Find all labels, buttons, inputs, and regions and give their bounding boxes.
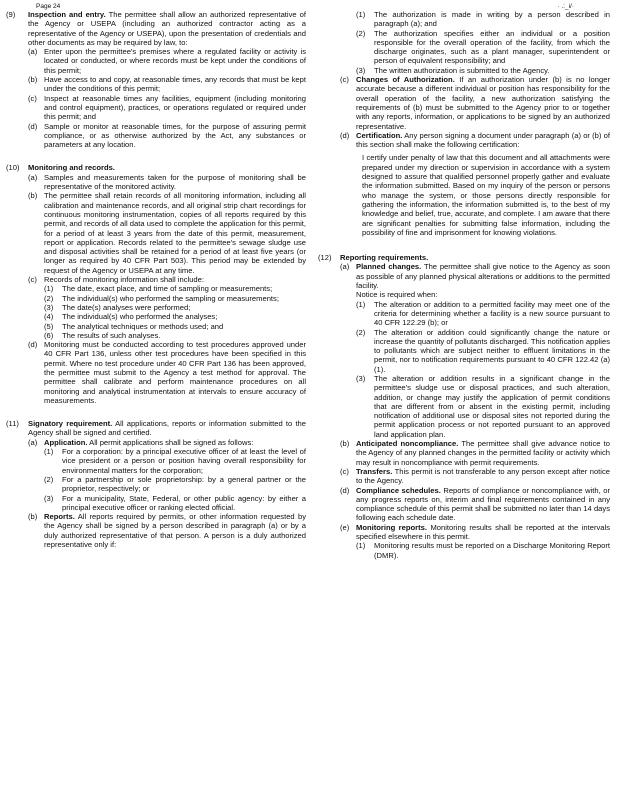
item-label: (a) xyxy=(28,47,38,57)
list-item xyxy=(28,512,306,549)
sub-item-text: The individual(s) who performed the sampling or measurements; xyxy=(62,293,279,303)
item-text: Enter upon the permittee's premises where a regulated facility or activity is located or conducted, or where records must be kept under the conditions of this permit; xyxy=(44,47,306,75)
item-label: (e) xyxy=(340,522,350,532)
sub-item-text: The analytical techniques or methods used; and xyxy=(62,321,224,331)
section-11 xyxy=(6,419,306,549)
item-title: Changes of Authorization. xyxy=(356,75,455,85)
item-body: All permit applications shall be signed as follows: xyxy=(89,437,254,447)
item-label: (a) xyxy=(28,172,38,182)
item-body: The permittee shall give notice to the Agency as soon as possible of any planned physical alterations or additions to the permitted facility. xyxy=(356,262,610,291)
section-title: Inspection and entry. xyxy=(28,10,106,19)
sub-item xyxy=(44,447,306,475)
sub-item-text: For a corporation: by a principal executive officer of at least the level of vice president or a person or position having overall responsibility for environmental matters for the corporation; xyxy=(62,447,306,475)
list-item xyxy=(28,47,306,75)
section-title: Signatory requirement. xyxy=(28,419,113,429)
item-body: All reports required by permits, or other information requested by the Agency shall be signed by a person described in paragraph (a) or by a duly authorized representative of that person. A person is a duly authorized representative only if: xyxy=(44,512,306,550)
sub-item xyxy=(44,331,306,340)
item-body: Reports of compliance or noncompliance with, or any progress reports on, interim and final requirements contained in any compliance schedule of this permit shall be submitted no later than 14 days following each schedule date. xyxy=(356,485,610,523)
item-label: (c) xyxy=(28,93,37,103)
sub-item-label: (2) xyxy=(356,327,366,337)
sub-item-label: (3) xyxy=(44,493,54,503)
list-item xyxy=(28,191,306,275)
section-intro xyxy=(28,419,306,438)
sub-item xyxy=(356,29,610,66)
notice-line: Notice is required when: xyxy=(356,290,438,300)
sub-item-text: The authorization specifies either an individual or a position responsible for the overall operation of the facility, from which the discharge originates, such as a plant manager, superintendent or person of equivalent responsibility; and xyxy=(374,28,610,66)
item-body: Monitoring results shall be reported at the intervals specified elsewhere in this permit. xyxy=(356,522,610,542)
sub-item-label: (2) xyxy=(356,28,366,38)
sub-item-label: (3) xyxy=(44,302,54,312)
item-text: Monitoring must be conducted according to test procedures approved under 40 CFR Part 136, unless other test procedures have been specified in this permit. Where no test procedure under 40 CFR Part 136 has been approved, the permittee must submit to the Agency a test method for approval. The permittee shall calibrate and perform maintenance procedures on all monitoring and analytical instrumentation at intervals to ensure accuracy of measurements. xyxy=(44,340,306,405)
item-title: Planned changes. xyxy=(356,262,422,272)
sub-item-label: (1) xyxy=(356,541,366,551)
sub-item xyxy=(44,303,306,312)
sub-item-text: The authorization is made in writing by a person described in paragraph (a); and xyxy=(374,10,610,29)
list-item xyxy=(340,262,610,439)
item-label: (d) xyxy=(28,121,38,131)
section-intro xyxy=(28,10,306,47)
section-text: The permittee shall allow an authorized representative of the Agency or USEPA (including an authorized contractor acting as a representative of the Agency or USEPA), upon the presentation of credentials and other documents as may be required by law, to: xyxy=(28,10,307,47)
sub-item-label: (6) xyxy=(44,330,54,340)
item-text xyxy=(356,467,610,486)
list-item xyxy=(28,340,306,405)
item-title: Compliance schedules. xyxy=(356,485,441,495)
section-text: All applications, reports or information submitted to the Agency shall be signed and certified. xyxy=(28,419,307,438)
item-label: (b) xyxy=(28,191,38,201)
sub-item-text: The date(s) analyses were performed; xyxy=(62,302,191,312)
item-text xyxy=(356,131,610,150)
item-text: Inspect at reasonable times any facilities, equipment (including monitoring and control equipment), practices, or operations regulated or required under this permit; and xyxy=(44,93,306,122)
item-label: (c) xyxy=(28,275,37,285)
list-item xyxy=(340,75,610,131)
sub-item xyxy=(44,322,306,331)
item-text xyxy=(356,439,610,467)
sub-item-label: (3) xyxy=(356,65,366,75)
item-label: (a) xyxy=(28,437,38,447)
section-10 xyxy=(6,163,306,405)
sub-item-text: The results of such analyses. xyxy=(62,330,161,340)
section-title: Monitoring and records. xyxy=(28,163,115,173)
item-label: (c) xyxy=(340,466,349,476)
list-item xyxy=(28,122,306,150)
certification-statement: I certify under penalty of law that this document and all attachments were prepared under my direction or supervision in accordance with a system designed to assure that qualified personnel properly gather and evaluate the information submitted. Based on my inquiry of the person or persons who manage the system, or those persons directly responsible for gathering the information, the information submitted is, to the best of my knowledge and belief, true, accurate, and complete. I am aware that there are significant penalties for submitting false information, including the possibility of fine and imprisonment for knowing violations. xyxy=(362,153,610,237)
section-number: (11) xyxy=(6,419,19,429)
sub-item-text: The alteration or addition results in a significant change in the permittee's sludge use or disposal practices, and such alteration, addition, or change may justify the application of permit conditions that are different from or absent in the existing permit, including notification of additional use or disposal sites not reported during the permit application process or not reported pursuant to an approved land application plan. xyxy=(374,373,610,439)
sub-item-text: Monitoring results must be reported on a Discharge Monitoring Report (DMR). xyxy=(374,541,610,560)
sub-item xyxy=(356,328,610,374)
sub-item-label: (1) xyxy=(44,447,54,457)
item-label: (b) xyxy=(28,512,38,522)
sub-item xyxy=(44,312,306,321)
list-item xyxy=(28,438,306,512)
item-title: Monitoring reports. xyxy=(356,522,427,532)
sub-item-label: (4) xyxy=(44,312,54,322)
item-body: Any person signing a document under paragraph (a) or (b) of this section shall make the following certification: xyxy=(356,130,610,150)
item-title: Transfers. xyxy=(356,466,393,476)
list-item xyxy=(340,131,610,150)
sub-item xyxy=(356,541,610,560)
item-body: The permittee shall give advance notice to the Agency of any planned changes in the permitted facility or activity which may result in noncompliance with permit requirements. xyxy=(356,439,610,467)
page-number: Page 24 xyxy=(36,3,61,10)
right-column xyxy=(318,10,610,566)
list-item xyxy=(28,75,306,94)
sub-item-label: (5) xyxy=(44,321,54,331)
sub-item-label: (2) xyxy=(44,474,54,484)
corner-mark: · .:_i/· xyxy=(557,3,574,10)
sub-item-label: (1) xyxy=(44,284,54,294)
item-text: Samples and measurements taken for the purpose of monitoring shall be representative of the monitored activity. xyxy=(44,172,306,192)
item-label: (a) xyxy=(340,262,350,272)
list-item xyxy=(340,523,610,560)
sub-item xyxy=(356,10,610,29)
item-label: (d) xyxy=(28,340,38,350)
item-text: Records of monitoring information shall include: xyxy=(44,275,204,285)
section-12 xyxy=(318,253,610,560)
section-heading xyxy=(340,253,610,262)
section-11-continued xyxy=(318,10,610,237)
sub-item xyxy=(44,475,306,494)
sub-item-label: (1) xyxy=(356,10,366,19)
continued-list xyxy=(340,10,610,75)
list-item xyxy=(28,275,306,340)
sub-item xyxy=(44,284,306,293)
sub-item-text: For a municipality, State, Federal, or other public agency: by either a principal executive officer or ranking elected official. xyxy=(62,493,306,512)
section-heading xyxy=(28,163,306,172)
sub-item-label: (2) xyxy=(44,293,54,303)
sub-item xyxy=(44,294,306,303)
sub-item-text: The written authorization is submitted to the Agency. xyxy=(374,65,550,75)
sub-item-text: The individual(s) who performed the analyses; xyxy=(62,312,218,322)
item-text xyxy=(356,523,610,542)
sub-item-label: (1) xyxy=(356,299,366,309)
item-text xyxy=(356,75,610,131)
item-text xyxy=(356,262,610,290)
left-column xyxy=(6,10,306,555)
item-title: Application. xyxy=(44,437,88,447)
item-title: Anticipated noncompliance. xyxy=(356,439,459,449)
section-number: (9) xyxy=(6,10,16,19)
list-item xyxy=(340,439,610,467)
list-item xyxy=(340,467,610,486)
item-label: (b) xyxy=(340,439,350,449)
list-item xyxy=(340,486,610,523)
section-9 xyxy=(6,10,306,149)
item-label: (b) xyxy=(28,75,38,85)
sub-item-text: For a partnership or sole proprietorship: by a general partner or the proprietor, respectively; or xyxy=(62,474,306,494)
item-title: Reports. xyxy=(44,512,75,522)
sub-item-text: The alteration or addition to a permitted facility may meet one of the criteria for determining whether a facility is a new source pursuant to 40 CFR 122.29 (b); or xyxy=(374,299,610,328)
sub-item xyxy=(44,494,306,513)
item-label: (c) xyxy=(340,75,349,85)
sub-item xyxy=(356,66,610,75)
sub-item xyxy=(356,300,610,328)
sub-item-text: The alteration or addition could significantly change the nature or increase the quantity of pollutants discharged. This notification applies to pollutants which are subject neither to effluent limitations in the permit, nor to notification requirements pursuant to 40 CFR 122.42 (a)(1). xyxy=(374,327,610,374)
item-text: The permittee shall retain records of all monitoring information, including all calibration and maintenance records, and all original strip chart recordings for continuous monitoring instrumentation, copies of all reports required by this permit, and records of all data used to complete the application for this permit, for a period of at least 3 years from the date of this permit, measurement, report or application. Records related to the permittee's sewage sludge use and disposal activities shall be retained for a period of at least five years (or longer as required by 40 CFR Part 503). This period may be extended by request of the Agency or USEPA at any time. xyxy=(44,191,306,275)
item-title: Certification. xyxy=(356,130,403,140)
list-item xyxy=(28,94,306,122)
item-label: (d) xyxy=(340,130,350,140)
item-body: This permit is not transferable to any person except after notice to the Agency. xyxy=(356,466,610,486)
item-text xyxy=(44,512,306,549)
sub-item-label: (3) xyxy=(356,373,366,383)
section-number: (10) xyxy=(6,163,20,173)
section-title: Reporting requirements. xyxy=(340,253,429,263)
item-text xyxy=(44,438,306,447)
item-text xyxy=(356,486,610,523)
sub-item xyxy=(356,374,610,439)
item-label: (d) xyxy=(340,485,350,495)
section-number: (12) xyxy=(318,253,332,263)
item-body: If an authorization under (b) is no longer accurate because a different individual or position has responsibility for the overall operation of the facility, a new authorization satisfying the requirements of (b) must be submitted to the Agency prior to or together with any reports, information, or applications to be signed by an authorized representative. xyxy=(356,75,610,131)
sub-item-text: The date, exact place, and time of sampling or measurements; xyxy=(62,284,273,294)
list-item xyxy=(28,173,306,192)
item-text: Have access to and copy, at reasonable times, any records that must be kept under the conditions of this permit; xyxy=(44,75,306,94)
item-text: Sample or monitor at reasonable times, for the purpose of assuring permit compliance, or as otherwise authorized by the Act, any substances or parameters at any location. xyxy=(44,121,306,150)
